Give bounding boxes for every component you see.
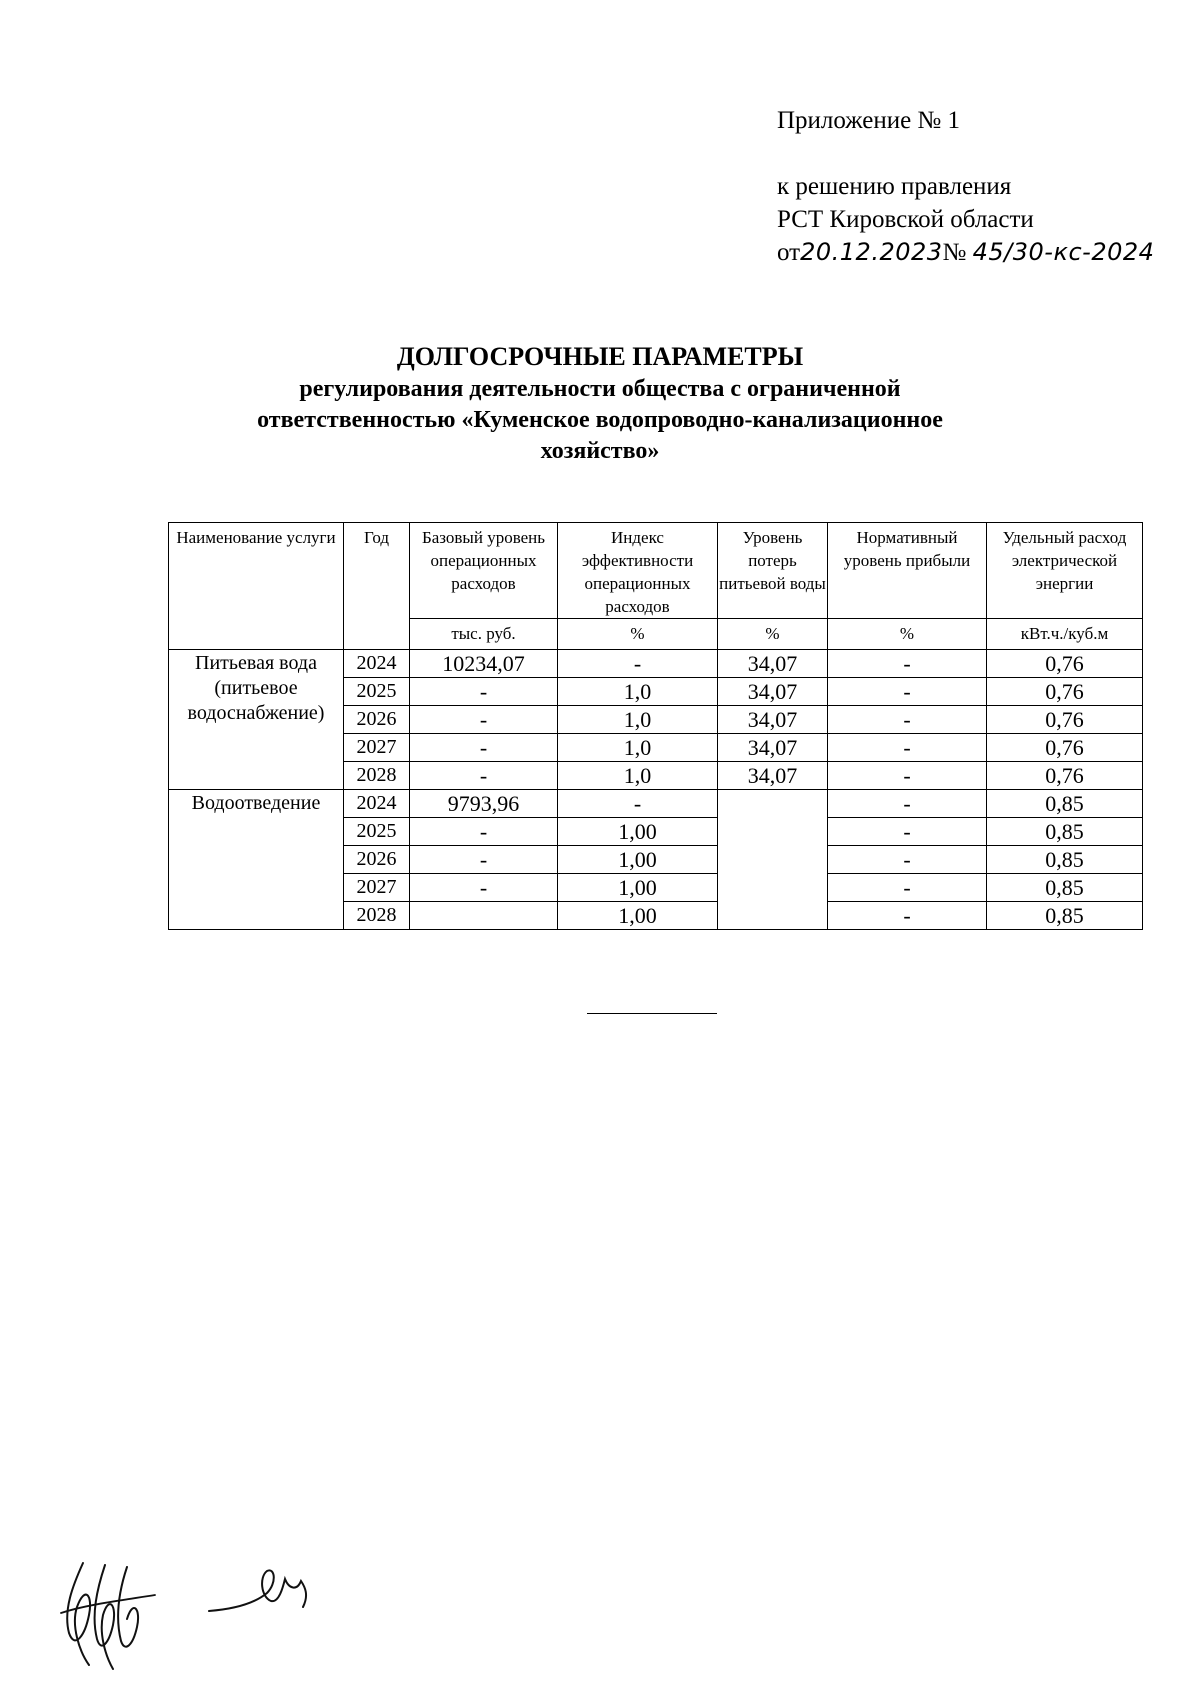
title-line-3: ответственностью «Куменское водопроводно-канализационное <box>257 407 943 433</box>
title-line-2: регулирования деятельности общества с ограниченной <box>299 376 901 402</box>
cell-year: 2025 <box>344 678 410 706</box>
service-line: Питьевая вода <box>195 652 317 674</box>
unit-energy-use: кВт.ч./куб.м <box>987 619 1143 650</box>
cell-year: 2026 <box>344 706 410 734</box>
cell-base-level <box>410 902 558 930</box>
cell-energy-use: 0,85 <box>987 902 1143 930</box>
handwritten-date: 20.12.2023 <box>800 238 943 266</box>
cell-water-loss: 34,07 <box>718 734 828 762</box>
cell-efficiency-index: 1,00 <box>558 902 718 930</box>
service-line: водоснабжение) <box>187 702 325 724</box>
unit-base-level: тыс. руб. <box>410 619 558 650</box>
cell-water-loss-empty <box>718 790 828 930</box>
cell-year: 2028 <box>344 762 410 790</box>
closing-rule <box>587 1013 717 1014</box>
cell-base-level: - <box>410 846 558 874</box>
number-prefix: № <box>942 239 967 266</box>
parameters-table <box>168 522 1143 930</box>
cell-efficiency-index: 1,0 <box>558 678 718 706</box>
cell-water-loss: 34,07 <box>718 650 828 678</box>
cell-base-level: - <box>410 818 558 846</box>
cell-base-level: - <box>410 734 558 762</box>
service-wastewater <box>169 790 344 930</box>
cell-profit-level: - <box>828 734 987 762</box>
cell-energy-use: 0,85 <box>987 818 1143 846</box>
handwritten-number: 45/30-кс-2024 <box>972 238 1155 266</box>
header-service: Наименование услуги <box>169 523 344 650</box>
cell-energy-use: 0,85 <box>987 790 1143 818</box>
unit-water-loss: % <box>718 619 828 650</box>
unit-efficiency-index: % <box>558 619 718 650</box>
unit-profit-level: % <box>828 619 987 650</box>
cell-energy-use: 0,76 <box>987 762 1143 790</box>
cell-year: 2025 <box>344 818 410 846</box>
cell-base-level: - <box>410 762 558 790</box>
cell-profit-level: - <box>828 790 987 818</box>
cell-efficiency-index: 1,0 <box>558 762 718 790</box>
decision-reference: к решению правления <box>777 173 1012 200</box>
title-line-1: ДОЛГОСРОЧНЫЕ ПАРАМЕТРЫ <box>396 342 804 371</box>
cell-year: 2027 <box>344 874 410 902</box>
cell-base-level: - <box>410 874 558 902</box>
cell-efficiency-index: 1,00 <box>558 818 718 846</box>
table-header-row <box>169 523 1143 619</box>
cell-profit-level: - <box>828 846 987 874</box>
service-drinking-water <box>169 650 344 790</box>
cell-energy-use: 0,76 <box>987 678 1143 706</box>
cell-profit-level: - <box>828 650 987 678</box>
service-line: Водоотведение <box>191 792 321 814</box>
cell-base-level: 9793,96 <box>410 790 558 818</box>
header-water-loss: Уровень потерь питьевой воды <box>718 523 828 619</box>
cell-year: 2028 <box>344 902 410 930</box>
cell-year: 2026 <box>344 846 410 874</box>
cell-water-loss: 34,07 <box>718 762 828 790</box>
cell-profit-level: - <box>828 762 987 790</box>
cell-energy-use: 0,76 <box>987 650 1143 678</box>
cell-base-level: 10234,07 <box>410 650 558 678</box>
cell-energy-use: 0,76 <box>987 734 1143 762</box>
header-year: Год <box>344 523 410 650</box>
service-line: (питьевое <box>214 677 298 699</box>
table-row <box>169 790 1143 818</box>
cell-profit-level: - <box>828 874 987 902</box>
signature-2 <box>205 1555 325 1625</box>
cell-year: 2024 <box>344 650 410 678</box>
document-title <box>180 340 1020 467</box>
decision-date-number <box>777 236 1154 269</box>
authority-name: РСТ Кировской области <box>777 206 1034 233</box>
appendix-block <box>777 104 1154 269</box>
cell-base-level: - <box>410 706 558 734</box>
cell-profit-level: - <box>828 902 987 930</box>
cell-energy-use: 0,85 <box>987 874 1143 902</box>
header-base-level: Базовый уровень операционных расходов <box>410 523 558 619</box>
header-profit-level: Нормативный уровень прибыли <box>828 523 987 619</box>
title-line-4: хозяйство» <box>540 438 660 464</box>
cell-efficiency-index: 1,00 <box>558 846 718 874</box>
cell-year: 2024 <box>344 790 410 818</box>
cell-water-loss: 34,07 <box>718 678 828 706</box>
cell-efficiency-index: - <box>558 790 718 818</box>
cell-profit-level: - <box>828 706 987 734</box>
table-row <box>169 650 1143 678</box>
header-efficiency-index: Индекс эффективности операционных расходов <box>558 523 718 619</box>
header-energy-use: Удельный расход электрической энергии <box>987 523 1143 619</box>
cell-efficiency-index: 1,0 <box>558 706 718 734</box>
appendix-number: Приложение № 1 <box>777 107 961 134</box>
cell-energy-use: 0,85 <box>987 846 1143 874</box>
cell-efficiency-index: 1,0 <box>558 734 718 762</box>
cell-profit-level: - <box>828 818 987 846</box>
cell-energy-use: 0,76 <box>987 706 1143 734</box>
cell-water-loss: 34,07 <box>718 706 828 734</box>
cell-efficiency-index: 1,00 <box>558 874 718 902</box>
date-prefix: от <box>777 239 801 266</box>
cell-efficiency-index: - <box>558 650 718 678</box>
cell-base-level: - <box>410 678 558 706</box>
cell-year: 2027 <box>344 734 410 762</box>
cell-profit-level: - <box>828 678 987 706</box>
signature-1 <box>55 1555 165 1675</box>
